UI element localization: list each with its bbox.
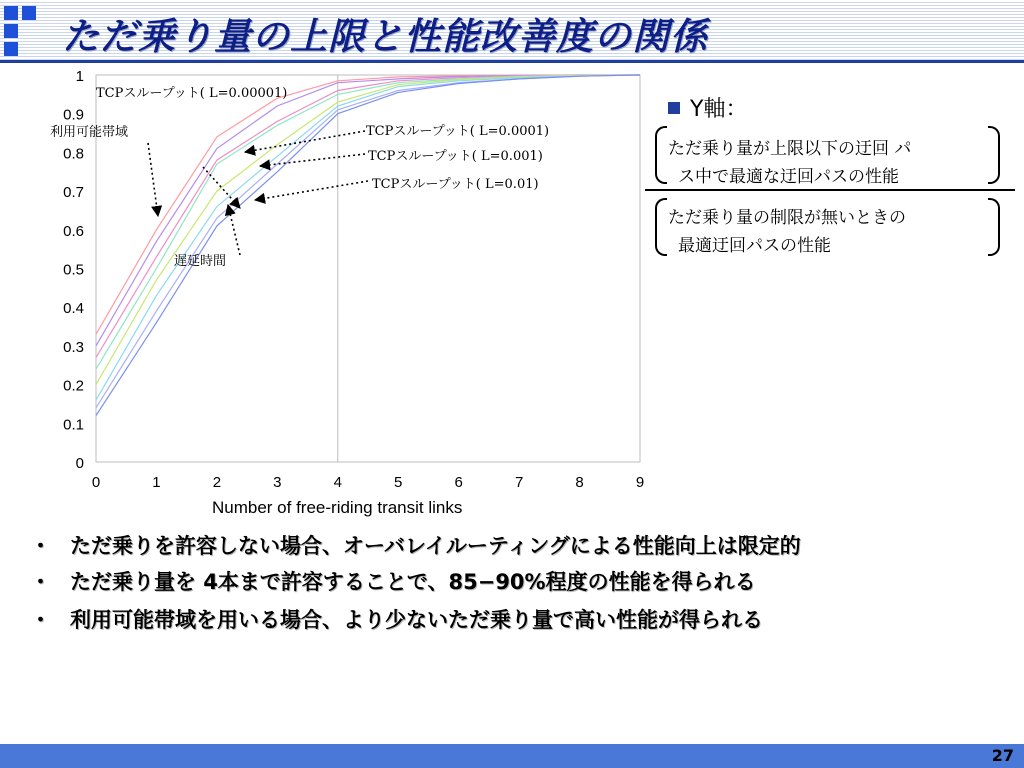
page-number: 27 xyxy=(991,746,1014,765)
annotation-tcp-01: TCPスループット( L=0.01) xyxy=(372,177,539,192)
y-tick-label: 0.9 xyxy=(63,106,84,124)
y-tick-label: 1 xyxy=(75,68,84,85)
y-tick-label: 0.8 xyxy=(63,145,84,163)
y-tick-label: 0.7 xyxy=(63,184,84,202)
bullet-item: ・ ただ乗りを許容しない場合、オーバレイルーティングによる性能向上は限定的 xyxy=(30,534,801,558)
y-tick-label: 0.2 xyxy=(63,377,84,395)
y-tick-label: 0.3 xyxy=(63,338,84,356)
x-tick-label: 4 xyxy=(333,474,342,491)
y-tick-label: 0.6 xyxy=(63,222,84,240)
fraction-divider xyxy=(645,189,1015,191)
series-line-2 xyxy=(96,75,640,358)
arrow-tcp-01 xyxy=(255,181,368,200)
x-tick-label: 1 xyxy=(152,474,161,491)
x-tick-label: 5 xyxy=(394,474,403,491)
y-axis-heading: Y軸： xyxy=(668,92,747,123)
bracket-right xyxy=(988,198,1000,256)
y-tick-label: 0 xyxy=(75,455,84,472)
slide-title: ただ乗り量の上限と性能改善度の関係 xyxy=(62,15,708,58)
x-tick-label: 7 xyxy=(514,474,524,491)
bracket-right xyxy=(988,126,1000,184)
y-tick-label: 0.4 xyxy=(63,300,84,318)
bracket-left xyxy=(655,198,667,256)
series-line-0 xyxy=(96,75,640,334)
panel-box2-line1: ただ乗り量の制限が無いときの xyxy=(668,208,906,228)
series-line-1 xyxy=(96,75,640,346)
footer-bar xyxy=(0,744,1024,768)
y-tick-label: 0.1 xyxy=(63,416,84,434)
logo-square xyxy=(4,24,18,38)
annotation-delay: 遅延時間 xyxy=(174,254,227,269)
x-tick-label: 8 xyxy=(575,474,584,491)
arrow-tcp-001 xyxy=(260,154,365,166)
annotation-tcp-0001: TCPスループット( L=0.0001) xyxy=(366,124,550,139)
panel-box1-line2: ス中で最適な迂回パスの性能 xyxy=(678,167,899,187)
annotation-available-bandwidth: 利用可能帯域 xyxy=(50,125,129,140)
annotation-tcp-001: TCPスループット( L=0.001) xyxy=(368,149,543,164)
x-tick-label: 9 xyxy=(635,474,645,491)
arrow-delay xyxy=(228,205,240,255)
logo-square xyxy=(4,6,18,20)
bullet-item: ・ 利用可能帯域を用いる場合、より少ないただ乗り量で高い性能が得られる xyxy=(30,608,763,632)
logo-square xyxy=(22,6,36,20)
logo-square xyxy=(4,42,18,56)
x-tick-label: 3 xyxy=(273,474,282,491)
panel-box1-line1: ただ乗り量が上限以下の迂回 パ xyxy=(668,139,912,159)
annotation-tcp-00001: TCPスループット( L=0.00001) xyxy=(96,86,288,101)
square-bullet-icon xyxy=(668,102,680,114)
x-tick-label: 0 xyxy=(91,474,101,491)
x-tick-label: 6 xyxy=(454,474,463,491)
bullet-item: ・ ただ乗り量を 4本まで許容することで、85−90%程度の性能を得られる xyxy=(30,570,756,594)
x-tick-label: 2 xyxy=(212,474,222,491)
y-tick-label: 0.5 xyxy=(63,261,84,279)
arrow-bandwidth xyxy=(148,143,158,216)
bracket-left xyxy=(655,126,667,184)
x-axis-label: Number of free-riding transit links xyxy=(212,498,463,517)
panel-box2-line2: 最適迂回パスの性能 xyxy=(678,236,831,256)
